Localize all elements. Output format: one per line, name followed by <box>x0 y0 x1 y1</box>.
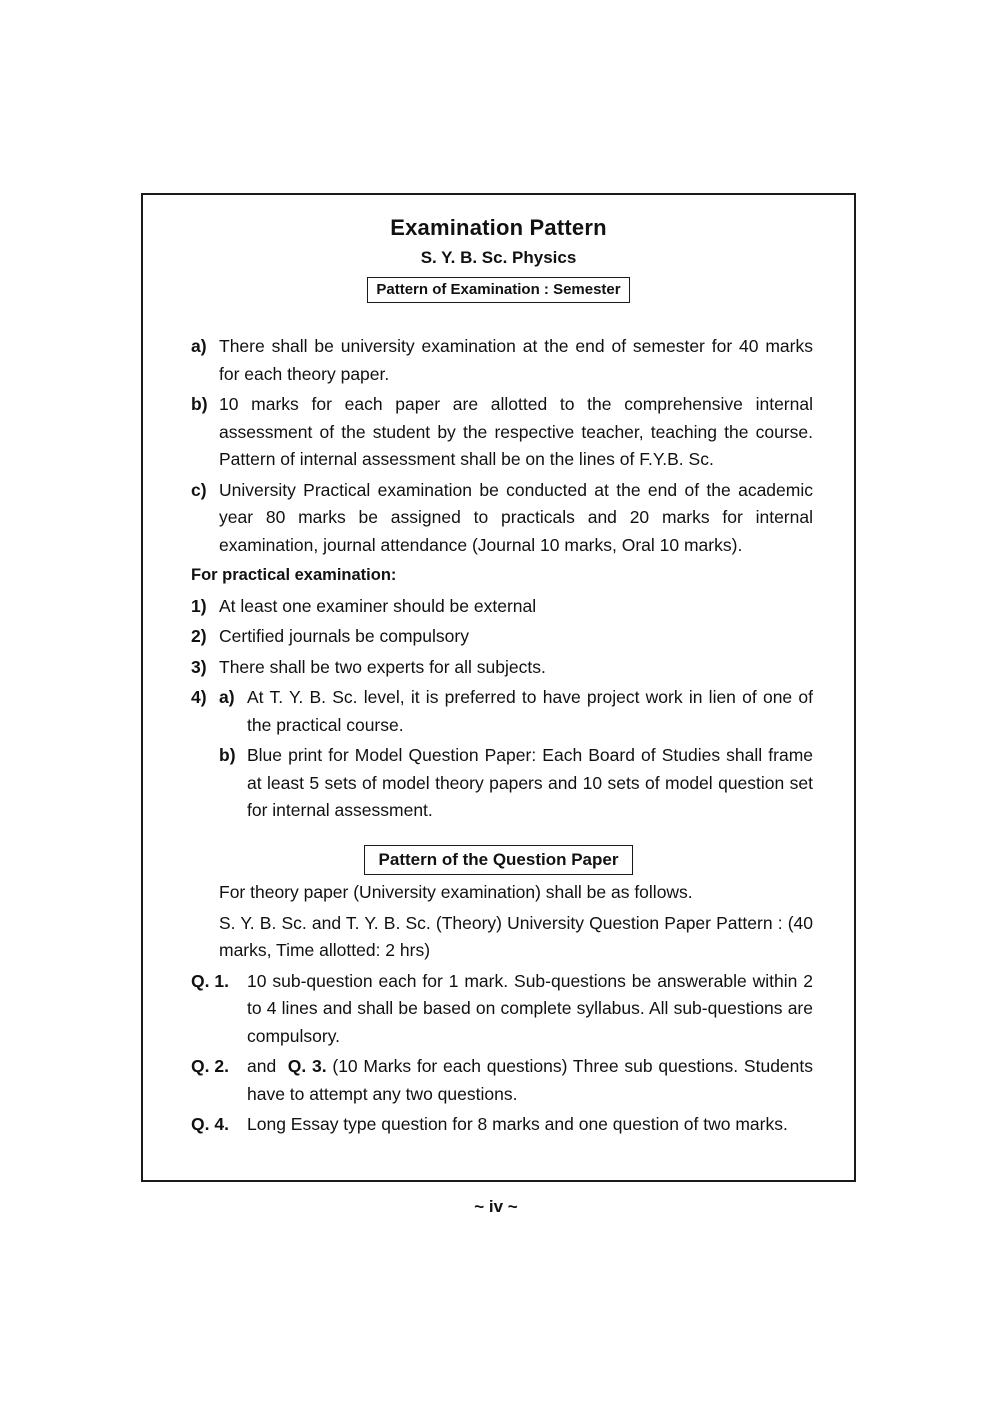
list-item <box>191 333 813 388</box>
list-text: There shall be university examination at the end of semester for 40 marks for each theory paper. <box>219 336 813 384</box>
question-item <box>191 968 813 1051</box>
question-marker: Q. 4. <box>191 1114 229 1134</box>
list-text: 10 marks for each paper are allotted to the comprehensive internal assessment of the student by the respective teacher, teaching the course. Pattern of internal assessment shall be on the lines of F.Y.B. Sc. <box>219 394 813 469</box>
question-text: 10 sub-question each for 1 mark. Sub-questions be answerable within 2 to 4 lines and shall be based on complete syllabus. All sub-questions are compulsory. <box>247 970 813 1046</box>
list-marker: c) <box>191 479 207 500</box>
question-item <box>191 1053 813 1108</box>
page-title: Examination Pattern <box>390 215 607 240</box>
section-box-semester <box>143 277 854 303</box>
list-item <box>191 684 813 739</box>
question-item <box>191 1111 813 1139</box>
list-marker: 1) <box>191 595 207 616</box>
question-marker: Q. 1. <box>191 970 229 991</box>
list-text: There shall be two experts for all subjects. <box>219 656 546 677</box>
question-paper-pattern <box>191 879 813 1139</box>
practical-heading: For practical examination: <box>191 566 397 584</box>
list-text: Certified journals be compulsory <box>219 626 469 646</box>
list-text: At T. Y. B. Sc. level, it is preferred to have project work in lien of one of the practical course. <box>247 687 813 735</box>
list-item <box>191 391 813 474</box>
exam-rules <box>191 333 813 825</box>
list-item <box>191 654 813 682</box>
list-marker: 2) <box>191 626 207 646</box>
section-box-question-paper <box>143 845 854 875</box>
page-subtitle: S. Y. B. Sc. Physics <box>420 248 577 267</box>
intro-text: For theory paper (University examination) shall be as follows. <box>219 882 693 902</box>
question-text: Long Essay type question for 8 marks and one question of two marks. <box>247 1114 788 1134</box>
list-item <box>191 593 813 621</box>
list-item <box>191 742 813 825</box>
list-item <box>191 623 813 651</box>
section-box-question-paper-label: Pattern of the Question Paper <box>364 845 634 875</box>
list-item <box>191 477 813 560</box>
sub-list-marker: a) <box>219 687 235 707</box>
list-text: Blue print for Model Question Paper: Each Board of Studies shall frame at least 5 sets of model theory papers and 10 sets of model question set for internal assessment. <box>247 745 813 820</box>
list-marker: 3) <box>191 656 207 677</box>
question-marker: Q. 2. <box>191 1056 229 1076</box>
page-number: ~ iv ~ <box>474 1197 518 1216</box>
list-marker: a) <box>191 336 207 356</box>
intro-text: S. Y. B. Sc. and T. Y. B. Sc. (Theory) University Question Paper Pattern : (40 marks, Time allotted: 2 hrs) <box>219 912 813 960</box>
list-marker: 4) <box>191 687 207 707</box>
list-text: At least one examiner should be external <box>219 595 537 616</box>
list-marker: b) <box>191 394 208 414</box>
section-box-semester-label: Pattern of Examination : Semester <box>367 277 629 303</box>
list-text: University Practical examination be conducted at the end of the academic year 80 marks be assigned to practicals and 20 marks for internal examination, journal attendance (Journal 10 marks, Oral 10 marks). <box>219 479 813 555</box>
question-and: and <box>247 1056 277 1076</box>
page-frame <box>141 193 856 1182</box>
sub-list-marker: b) <box>219 745 236 765</box>
question-marker-inline: Q. 3. <box>287 1056 327 1076</box>
question-text: (10 Marks for each questions) Three sub questions. Students have to attempt any two questions. <box>247 1056 814 1104</box>
